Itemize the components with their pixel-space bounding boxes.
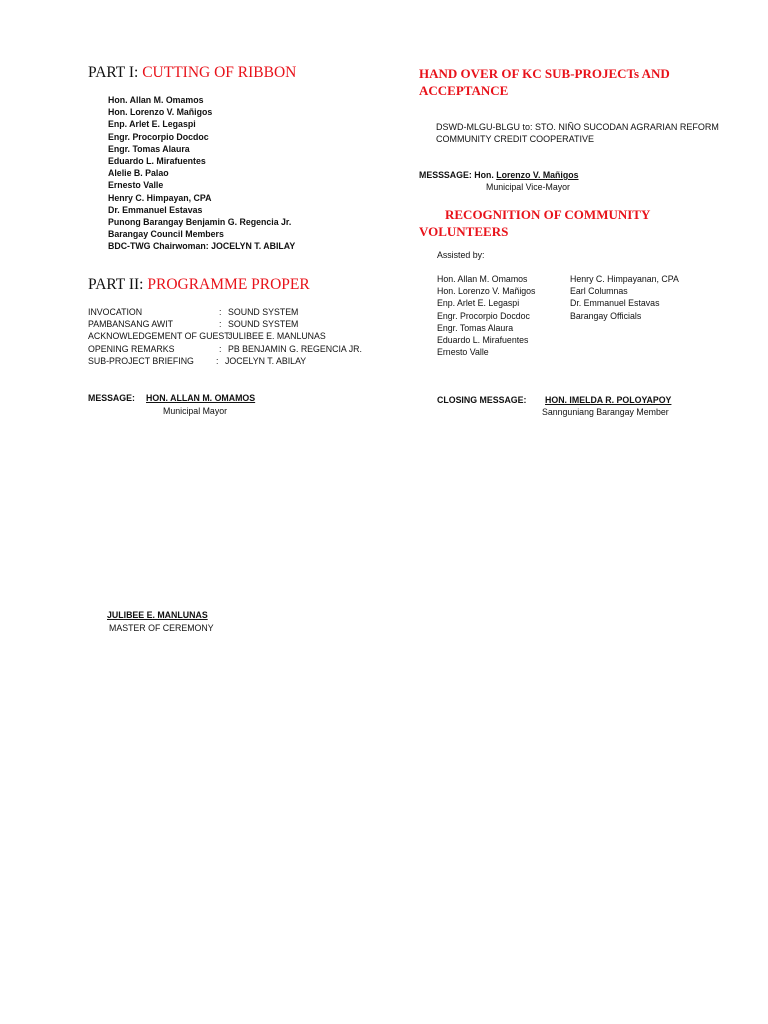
table-row [88,330,388,342]
closing-message-name: HON. IMELDA R. POLOYAPOY [545,395,672,405]
handover-text-line2: COMMUNITY CREDIT COOPERATIVE [436,134,595,145]
programme-value: SOUND SYSTEM [228,307,299,317]
programme-value: JULIBEE E. MANLUNAS [228,331,326,342]
vice-mayor-message-name: Lorenzo V. Mañigos [496,170,579,180]
programme-label: INVOCATION [88,307,143,317]
handover-title-line2: ACCEPTANCE [419,83,509,98]
colon-separator: : [219,307,222,317]
recognition-title-line2: VOLUNTEERS [419,224,509,239]
handover-text-line1: DSWD-MLGU-BLGU to: STO. NIÑO SUCODAN AGRARIAN REFORM [436,122,719,132]
list-item: Eduardo L. Mirafuentes [108,156,206,167]
programme-value: PB BENJAMIN G. REGENCIA JR. [228,343,362,354]
list-item: Hon. Allan M. Omamos [108,95,204,105]
vice-mayor-message-label: MESSSAGE: Hon. [419,170,497,180]
recognition-col1-list [437,273,535,358]
list-item: Engr. Tomas Alaura [108,143,190,154]
mc-role: MASTER OF CEREMONY [109,623,214,633]
list-item: Engr. Procorpio Docdoc [108,131,209,142]
list-item: Enp. Arlet E. Legaspi [437,298,520,309]
list-item: Enp. Arlet E. Legaspi [108,119,196,130]
list-item: Henry C. Himpayan, CPA [108,192,212,203]
programme-label: ACKNOWLEDGEMENT OF GUEST: [88,331,232,342]
table-row [88,343,388,355]
list-item: Ernesto Valle [108,180,164,191]
list-item: Barangay Council Members [108,229,224,240]
mc-name: JULIBEE E. MANLUNAS [107,610,208,620]
list-item: Ernesto Valle [437,347,489,358]
programme-label: OPENING REMARKS [88,343,175,354]
colon-separator: : [219,343,222,354]
list-item: Alelie B. Palao [108,168,169,179]
programme-label: SUB-PROJECT BRIEFING [88,355,194,366]
vice-mayor-message-role: Municipal Vice-Mayor [486,182,570,192]
vice-mayor-message [419,169,579,181]
recognition-heading [419,206,659,240]
mayor-message-name: HON. ALLAN M. OMAMOS [146,393,256,403]
handover-heading [419,65,670,99]
mayor-message-role: Municipal Mayor [163,406,228,416]
programme-label: PAMBANSANG AWIT [88,319,174,330]
assisted-by-label: Assisted by: [437,250,485,260]
colon-separator: : [216,355,219,366]
list-item: Dr. Emmanuel Estavas [570,298,660,309]
part1-heading [88,64,296,82]
list-item: BDC-TWG Chairwoman: JOCELYN T. ABILAY [108,241,296,252]
list-item: Barangay Officials [570,310,642,321]
closing-message-role: Sannguniang Barangay Member [542,407,669,417]
part1-prefix: PART I: [88,64,143,81]
programme-table [88,306,388,367]
recognition-title-line1: RECOGNITION OF COMMUNITY [445,207,651,222]
part1-names-list [108,94,295,253]
list-item: Hon. Allan M. Omamos [437,274,528,284]
list-item: Dr. Emmanuel Estavas [108,204,203,215]
colon-separator: : [219,319,222,330]
list-item: Hon. Lorenzo V. Mañigos [108,107,213,118]
closing-message-label: CLOSING MESSAGE: [437,395,527,405]
part1-title: CUTTING OF RIBBON [142,64,297,81]
table-row [88,318,388,330]
recognition-col2-list [570,273,679,322]
part2-heading [88,276,310,294]
handover-text [436,121,719,145]
table-row [88,306,388,318]
programme-value: SOUND SYSTEM [228,319,299,330]
part2-prefix: PART II: [88,276,148,293]
list-item: Punong Barangay Benjamin G. Regencia Jr. [108,217,292,228]
table-row [88,355,388,367]
part2-title: PROGRAMME PROPER [147,276,310,293]
list-item: Hon. Lorenzo V. Mañigos [437,286,536,297]
handover-title-line1: HAND OVER OF KC SUB-PROJECTs AND [419,66,670,81]
list-item: Eduardo L. Mirafuentes [437,335,529,346]
list-item: Engr. Procorpio Docdoc [437,310,530,321]
programme-value: JOCELYN T. ABILAY [225,355,307,366]
list-item: Engr. Tomas Alaura [437,322,514,333]
mayor-message-label: MESSAGE: [88,393,135,403]
list-item: Earl Columnas [570,286,628,297]
list-item: Henry C. Himpayanan, CPA [570,274,679,284]
